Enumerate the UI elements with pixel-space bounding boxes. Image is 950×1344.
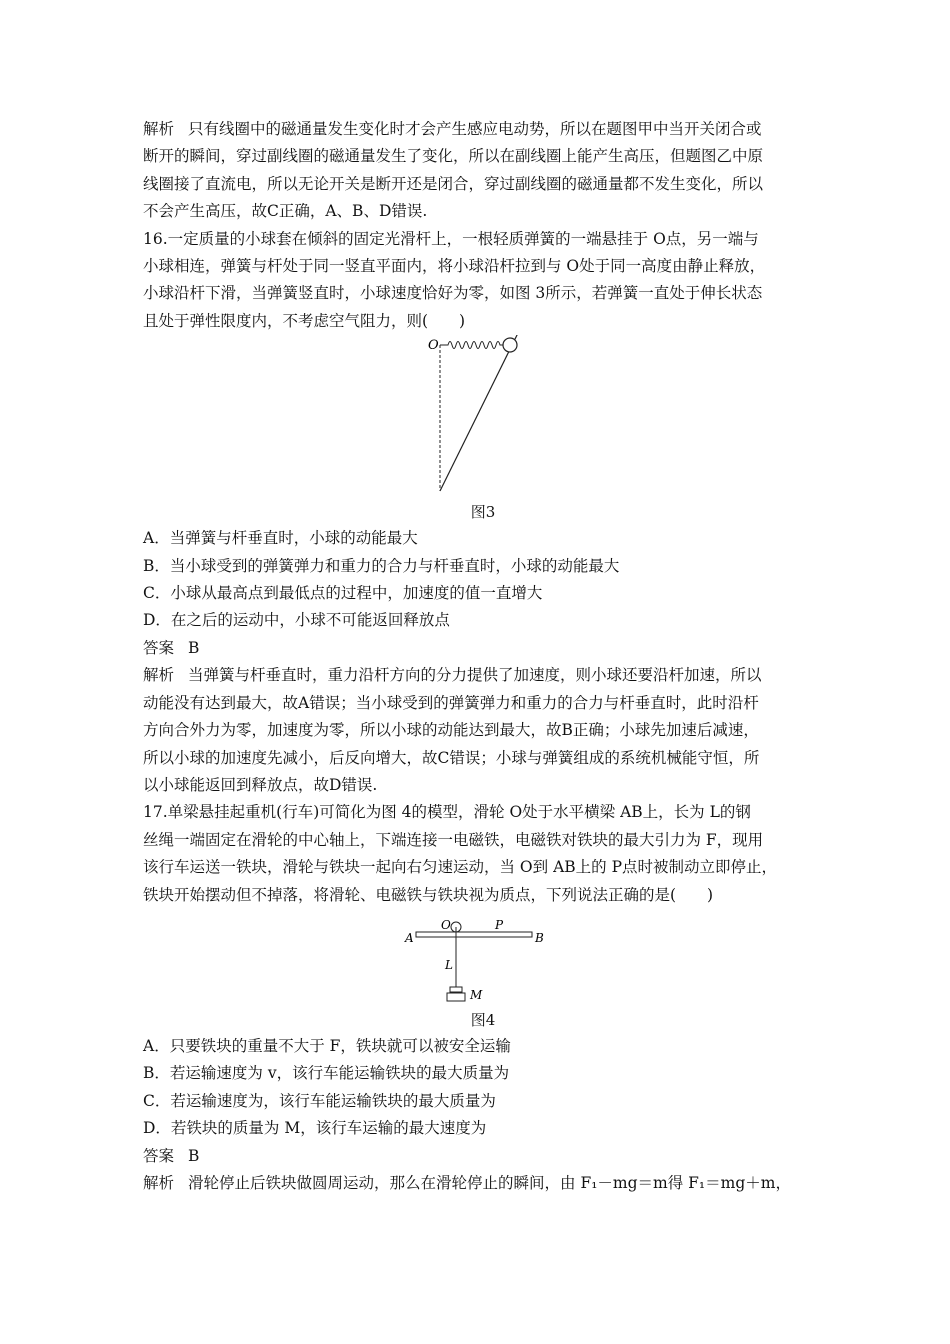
analysis-line: 断开的瞬间，穿过副线圈的磁通量发生了变化，所以在副线圈上能产生高压，但题图乙中原 xyxy=(143,147,764,166)
analysis-line: 方向合外力为零，加速度为零，所以小球的动能达到最大，故B正确；小球先加速后减速， xyxy=(143,721,759,740)
q16-answer xyxy=(143,635,823,662)
answer-label: 答案 xyxy=(143,638,175,657)
mass-m-label: M xyxy=(470,987,483,1002)
length-l-label: L xyxy=(445,957,453,972)
beam-ab xyxy=(416,932,532,937)
q17-answer xyxy=(143,1143,823,1170)
q17-stem-line: 丝绳一端固定在滑轮的中心轴上，下端连接一电磁铁，电磁铁对铁块的最大引力为 F，现用 xyxy=(143,830,764,849)
analysis-label: 解析 xyxy=(143,666,175,685)
figure-3 xyxy=(143,335,823,499)
spring xyxy=(440,342,503,349)
analysis-line: 不会产生高压，故C正确，A、B、D错误. xyxy=(143,202,428,221)
q16-stem-line: 小球沿杆下滑，当弹簧竖直时，小球速度恰好为零，如图 3所示，若弹簧一直处于伸长状态 xyxy=(143,284,763,303)
q17-option-c: C．若运输速度为，该行车能运输铁块的最大质量为 xyxy=(143,1091,496,1110)
inclined-rod xyxy=(440,335,519,491)
spring-rod-diagram xyxy=(143,335,823,499)
point-o-label: O xyxy=(428,338,439,354)
answer-label: 答案 xyxy=(143,1146,175,1165)
ball xyxy=(503,338,517,352)
q17-option-b: B．若运输速度为 v，该行车能运输铁块的最大质量为 xyxy=(143,1064,510,1083)
q17-stem-line: 铁块开始摆动但不掉落，将滑轮、电磁铁与铁块视为质点，下列说法正确的是( ) xyxy=(143,885,714,904)
q17-stem-line: 该行车运送一铁块，滑轮与铁块一起向右匀速运动，当 O到 AB上的 P点时被制动立即停止， xyxy=(143,858,778,877)
q16-option-b: B．当小球受到的弹簧弹力和重力的合力与杆垂直时，小球的动能最大 xyxy=(143,556,620,575)
answer-value: B xyxy=(188,1146,200,1165)
analysis-label: 解析 xyxy=(143,120,175,138)
point-p-label: P xyxy=(495,917,504,932)
analysis-label: 解析 xyxy=(143,1173,175,1192)
point-a-label: A xyxy=(405,930,414,945)
q16-stem-line: 且处于弹性限度内，不考虑空气阻力，则( ) xyxy=(143,311,466,330)
q16-option-d: D．在之后的运动中，小球不可能返回释放点 xyxy=(143,611,450,630)
q16-option-c: C．小球从最高点到最低点的过程中，加速度的值一直增大 xyxy=(143,584,543,603)
crane-diagram xyxy=(143,915,823,1007)
q17-option-d: D．若铁块的质量为 M，该行车运输的最大速度为 xyxy=(143,1119,487,1138)
analysis-line: 所以小球的加速度先减小，后反向增大，故C错误；小球与弹簧组成的系统机械能守恒，所 xyxy=(143,748,760,767)
q17-stem-line: 17.单梁悬挂起重机(行车)可简化为图 4的模型，滑轮 O处于水平横梁 AB上，长为 L的钢 xyxy=(143,803,751,822)
analysis-line: 动能没有达到最大，故A错误；当小球受到的弹簧弹力和重力的合力与杆垂直时，此时沿杆 xyxy=(143,693,759,712)
analysis-line: 线圈接了直流电，所以无论开关是断开还是闭合，穿过副线圈的磁通量都不发生变化，所以 xyxy=(143,174,764,193)
document-page xyxy=(143,116,823,1197)
figure-4-caption: 图4 xyxy=(470,1010,496,1029)
q16-analysis xyxy=(143,662,823,689)
iron-block xyxy=(447,993,465,1001)
electromagnet xyxy=(450,987,462,992)
q16-option-a: A．当弹簧与杆垂直时，小球的动能最大 xyxy=(143,529,418,548)
q17-option-a: A．只要铁块的重量不大于 F，铁块就可以被安全运输 xyxy=(143,1036,511,1055)
q16-stem-line: 16.一定质量的小球套在倾斜的固定光滑杆上，一根轻质弹簧的一端悬挂于 O点，另一端与 xyxy=(143,229,759,248)
analysis-line: 只有线圈中的磁通量发生变化时才会产生感应电动势，所以在题图甲中当开关闭合或 xyxy=(188,120,762,138)
point-b-label: B xyxy=(535,930,544,945)
figure-3-caption: 图3 xyxy=(470,503,496,522)
q17-analysis xyxy=(143,1170,823,1197)
pulley-o-label: O xyxy=(441,917,451,932)
answer-value: B xyxy=(188,638,200,657)
analysis-line: 以小球能返回到释放点，故D错误. xyxy=(143,775,378,794)
analysis-line: 滑轮停止后铁块做圆周运动，那么在滑轮停止的瞬间，由 F₁－mg＝m得 F₁＝mg＋m， xyxy=(188,1173,791,1192)
q16-stem-line: 小球相连，弹簧与杆处于同一竖直平面内，将小球沿杆拉到与 O处于同一高度由静止释放， xyxy=(143,257,766,276)
q15-analysis xyxy=(143,116,823,143)
figure-4 xyxy=(143,915,823,1007)
analysis-line: 当弹簧与杆垂直时，重力沿杆方向的分力提供了加速度，则小球还要沿杆加速，所以 xyxy=(188,666,762,685)
